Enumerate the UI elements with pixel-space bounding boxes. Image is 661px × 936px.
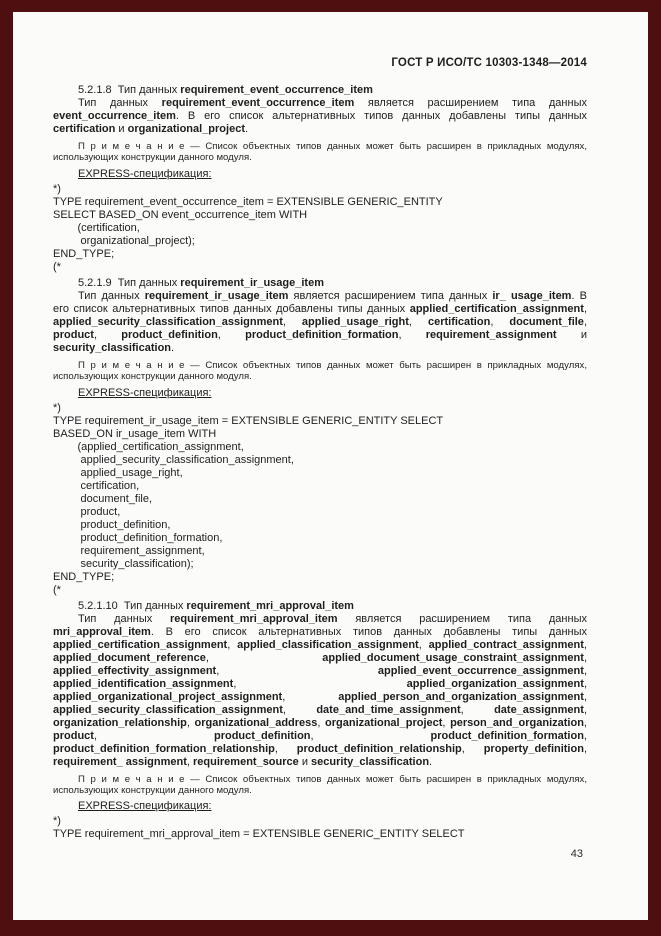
data-type-name: applied_security_classification_assignment [53,703,283,716]
data-type-name: requirement_mri_approval_item [186,599,354,612]
text-run: является расширением типа данных [337,612,587,625]
text-run: , [583,638,587,651]
code-line: security_classification); [53,557,194,570]
code-line: *) [53,815,61,828]
data-type-name: ir_ usage_item [492,289,572,302]
text-run: , [583,664,587,677]
text-run: . [171,341,175,354]
data-type-name: applied_identification_assignment [53,677,234,690]
text-run: , [282,690,339,703]
text-run: и [298,755,312,768]
data-type-name: document_file [509,315,584,328]
running-header: ГОСТ Р ИСО/ТС 10303-1348—2014 [391,57,587,69]
data-type-name: security_classification [311,755,430,768]
code-line: SELECT BASED_ON event_occurrence_item WITH [53,208,308,221]
text-run: и [556,328,587,341]
data-type-name: product_definition_formation [430,729,584,742]
data-type-name: requirement_event_occurrence_item [161,97,355,109]
data-type-name: requirement_mri_approval_item [170,612,338,625]
text-run: , [583,703,587,716]
code-line: certification, [53,479,140,492]
text-run: . [429,755,433,768]
text-run: , [418,638,429,651]
text-run: , [282,703,317,716]
data-type-name: applied_person_and_organization_assignment [338,690,584,703]
text-run: , [583,742,587,755]
code-line: END_TYPE; [53,570,115,583]
text-run: , [583,729,587,742]
text-run: , [583,716,587,729]
data-type-name: applied_document_usage_constraint_assignment [322,651,584,664]
code-line: END_TYPE; [53,247,115,260]
text-run: . В его список альтернативных типов данных добавлены типы данных [175,110,587,122]
text-run: . В его список альтернативных типов данных добавлены типы данных [150,625,587,638]
data-type-name: product_definition [121,328,218,341]
data-type-name: organization_relationship [53,716,187,729]
data-type-name: requirement_ir_usage_item [144,289,289,302]
paragraph [53,97,587,136]
section-heading [53,84,587,97]
text-run: 5.2.1.8 Тип данных [78,84,181,96]
code-line: document_file, [53,492,153,505]
code-line: *) [53,182,61,195]
text-run: , [186,755,193,768]
data-type-name: product_definition_formation_relationship [53,742,275,755]
text-run: , [583,677,587,690]
text-run: , [186,716,195,729]
text-run: , [398,328,426,341]
note: П р и м е ч а н и е — Список объектных типов данных может быть расширен в прикладных модулях, использующих конструкции данного модуля. [53,359,587,383]
code-line: BASED_ON ir_usage_item WITH [53,427,217,440]
text-run: Тип данных [78,612,171,625]
data-type-name: property_definition [483,742,584,755]
data-type-name: applied_organizational_project_assignment [53,690,283,703]
data-type-name: applied_event_occurrence_assignment [377,664,584,677]
text-run: , [233,677,407,690]
text-run: , [93,328,122,341]
text-run: , [583,315,587,328]
data-type-name: event_occurrence_item [53,110,176,122]
express-spec-label: EXPRESS-спецификация: [78,800,212,813]
text-run: , [408,315,428,328]
text-run: , [274,742,297,755]
data-type-name: certification [427,315,491,328]
data-type-name: requirement_event_occurrence_item [180,84,373,96]
data-type-name: applied_classification_assignment [237,638,419,651]
code-line: applied_security_classification_assignment, [53,453,294,466]
data-type-name: product_definition_formation [245,328,399,341]
code-line: product_definition_formation, [53,531,223,544]
data-type-name: applied_security_classification_assignment [53,315,283,328]
text-run: , [205,651,323,664]
code-line: (* [53,583,61,596]
text-run: , [583,302,587,315]
code-line: organizational_project); [53,234,195,247]
text-run: , [216,664,378,677]
express-spec-label: EXPRESS-спецификация: [78,167,212,180]
code-line: product_definition, [53,518,171,531]
note: П р и м е ч а н и е — Список объектных типов данных может быть расширен в прикладных модулях, использующих конструкции данного модуля. [53,141,587,164]
data-type-name: date_and_time_assignment [316,703,461,716]
data-type-name: applied_contract_assignment [428,638,584,651]
text-run: , [460,703,495,716]
paragraph [53,290,587,355]
data-type-name: certification [53,123,116,135]
data-type-name: organizational_project [325,716,443,729]
data-type-name: applied_organization_assignment [406,677,584,690]
text-run: , [282,315,302,328]
data-type-name: person_and_organization [450,716,584,729]
code-line: (applied_certification_assignment, [53,440,244,453]
data-type-name: applied_certification_assignment [53,638,228,651]
data-type-name: mri_approval_item [53,625,151,638]
data-type-name: product [53,729,94,742]
data-type-name: organizational_address [194,716,318,729]
text-run: , [490,315,510,328]
text-run: и [115,123,128,135]
data-type-name: product_definition [213,729,311,742]
text-run: Тип данных [78,289,145,302]
data-type-name: organizational_project [127,123,245,135]
data-type-name: requirement_source [193,755,299,768]
data-type-name: requirement_ir_usage_item [180,276,324,289]
text-run: 5.2.1.9 Тип данных [78,276,181,289]
text-run: , [227,638,238,651]
text-run: , [583,690,587,703]
data-type-name: applied_certification_assignment [409,302,584,315]
data-type-name: applied_usage_right [301,315,409,328]
text-run: Тип данных [78,97,162,109]
data-type-name: requirement_assignment [425,328,557,341]
document-page [13,12,648,920]
code-line: *) [53,401,61,414]
data-type-name: applied_document_reference [53,651,206,664]
code-line: product, [53,505,121,518]
text-run: , [317,716,326,729]
text-run: , [93,729,214,742]
data-type-name: applied_effectivity_assignment [53,664,217,677]
text-run: является расширением типа данных [354,97,587,109]
text-run: , [310,729,431,742]
code-line: (* [53,260,61,273]
code-line: TYPE requirement_event_occurrence_item = EXTENSIBLE GENERIC_ENTITY [53,195,443,208]
express-spec-label: EXPRESS-спецификация: [78,386,212,399]
code-line: TYPE requirement_mri_approval_item = EXTENSIBLE GENERIC_ENTITY SELECT [53,828,465,841]
code-line: (certification, [53,221,140,234]
text-run: является расширением типа данных [288,289,493,302]
text-run: , [461,742,484,755]
document-content [53,84,587,841]
code-line: TYPE requirement_ir_usage_item = EXTENSIBLE GENERIC_ENTITY SELECT [53,414,444,427]
data-type-name: product_definition_relationship [296,742,462,755]
page-number: 43 [570,848,583,860]
text-run: , [583,651,587,664]
data-type-name: product [53,328,94,341]
section-heading [53,600,587,613]
text-run: 5.2.1.10 Тип данных [78,599,187,612]
note: П р и м е ч а н и е — Список объектных типов данных может быть расширен в прикладных модулях, использующих конструкции данного модуля. [53,773,587,797]
section-heading [53,277,587,290]
code-line: requirement_assignment, [53,544,205,557]
paragraph [53,613,587,769]
code-line: applied_usage_right, [53,466,183,479]
data-type-name: requirement_ assignment [53,755,187,768]
data-type-name: date_assignment [494,703,584,716]
text-run: , [217,328,246,341]
text-run: . В его список альтернативных типов данных добавлены типы данных [53,289,588,315]
text-run: . [244,123,249,135]
text-run: , [442,716,451,729]
data-type-name: security_classification [53,341,172,354]
